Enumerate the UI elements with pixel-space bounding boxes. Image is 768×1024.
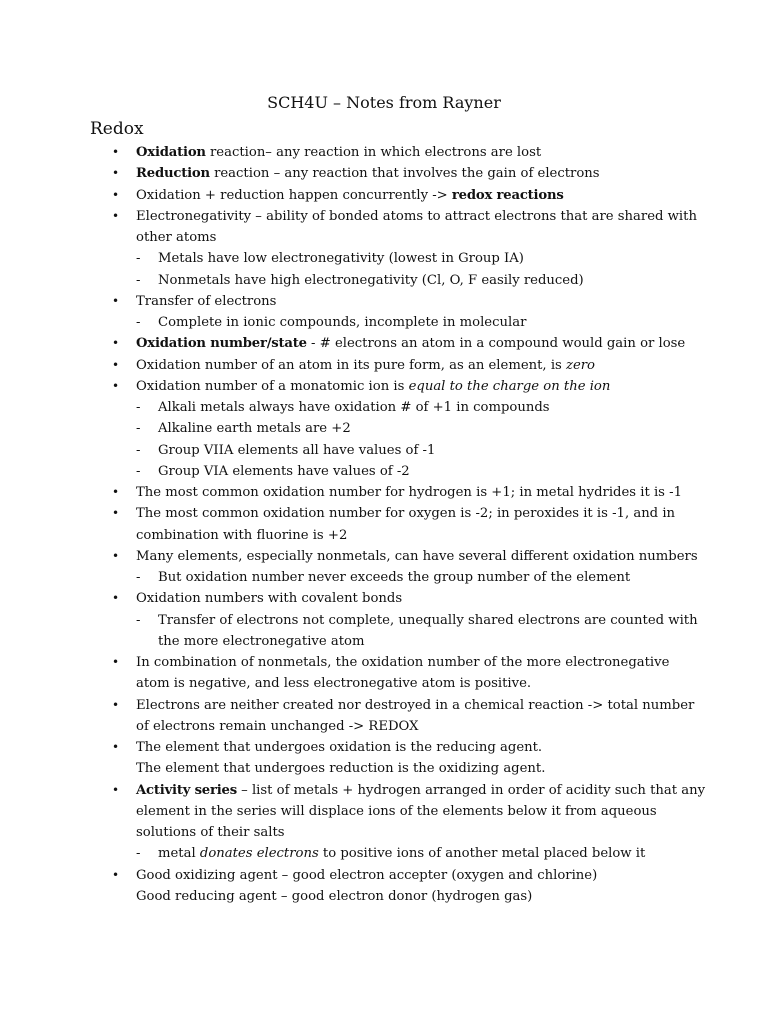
bullet-icon: • bbox=[112, 782, 120, 797]
bullet-icon: • bbox=[112, 357, 120, 372]
item-text: Transfer of electrons bbox=[136, 293, 277, 309]
bullet-item bbox=[0, 142, 768, 163]
continuation-line bbox=[0, 822, 768, 843]
item-text: In combination of nonmetals, the oxidation number of the more electronegative bbox=[136, 655, 670, 670]
sub-item bbox=[0, 418, 768, 439]
continuation-line bbox=[0, 227, 768, 248]
bullet-item bbox=[0, 206, 768, 227]
dash-icon: - bbox=[136, 570, 141, 585]
sub-item bbox=[0, 312, 768, 333]
italic-term: donates electrons bbox=[199, 846, 319, 862]
bullet-icon: • bbox=[112, 166, 120, 181]
bullet-icon: • bbox=[112, 548, 120, 563]
item-text: The most common oxidation number for hydrogen is +1; in metal hydrides it is -1 bbox=[136, 485, 682, 500]
item-text: - # electrons an atom in a compound would gain or lose bbox=[306, 336, 686, 352]
bullet-item bbox=[0, 482, 768, 503]
bold-term: Activity series bbox=[136, 782, 237, 798]
bullet-item bbox=[0, 588, 768, 609]
item-text: Metals have low electronegativity (lowest in Group IA) bbox=[158, 251, 524, 267]
bold-term: Oxidation bbox=[136, 145, 206, 160]
item-text: other atoms bbox=[136, 230, 217, 245]
bullet-icon: • bbox=[112, 867, 120, 882]
continuation-line bbox=[0, 801, 768, 822]
bullet-item bbox=[0, 546, 768, 567]
item-text: The element that undergoes reduction is the oxidizing agent. bbox=[136, 761, 546, 777]
sub-item bbox=[0, 567, 768, 588]
item-text: metal bbox=[158, 846, 200, 862]
sub-item bbox=[0, 440, 768, 461]
item-text: Group VIIA elements all have values of -1 bbox=[158, 442, 436, 458]
bullet-icon: • bbox=[112, 591, 120, 606]
item-text: the more electronegative atom bbox=[158, 633, 365, 649]
item-text: Good oxidizing agent – good electron accepter (oxygen and chlorine) bbox=[136, 867, 598, 883]
bullet-icon: • bbox=[112, 506, 120, 521]
dash-icon: - bbox=[136, 421, 141, 437]
bullet-icon: • bbox=[112, 378, 120, 393]
section-heading: Redox bbox=[90, 119, 144, 139]
italic-term: zero bbox=[566, 357, 595, 373]
item-text: The element that undergoes oxidation is the reducing agent. bbox=[136, 740, 543, 755]
sub-item bbox=[0, 270, 768, 291]
item-text: – list of metals + hydrogen arranged in order of acidity such that any bbox=[236, 782, 706, 798]
dash-icon: - bbox=[136, 272, 141, 288]
bullet-icon: • bbox=[112, 485, 120, 499]
dash-icon: - bbox=[136, 846, 141, 862]
item-text: Oxidation + reduction happen concurrently -> bbox=[136, 187, 452, 203]
item-text: Electrons are neither created nor destroyed in a chemical reaction -> total number bbox=[136, 697, 695, 713]
bullet-item bbox=[0, 865, 768, 886]
item-text: atom is negative, and less electronegative atom is positive. bbox=[136, 676, 532, 692]
bullet-icon: • bbox=[112, 697, 120, 712]
bullet-icon: • bbox=[112, 336, 120, 351]
continuation-line bbox=[0, 525, 768, 546]
bold-term: redox reactions bbox=[451, 187, 564, 203]
item-text: Good reducing agent – good electron donor (hydrogen gas) bbox=[136, 888, 533, 904]
bullet-item bbox=[0, 355, 768, 376]
sub-item bbox=[0, 397, 768, 418]
item-text: combination with fluorine is +2 bbox=[136, 527, 348, 543]
continuation-line bbox=[0, 716, 768, 737]
item-text: reaction– any reaction in which electrons are lost bbox=[205, 145, 542, 160]
page-title: SCH4U – Notes from Rayner bbox=[267, 93, 501, 112]
item-text: Oxidation number of an atom in its pure form, as an element, is bbox=[136, 357, 566, 373]
bullet-icon: • bbox=[112, 740, 120, 754]
item-text: The most common oxidation number for oxygen is -2; in peroxides it is -1, and in bbox=[136, 506, 676, 522]
dash-icon: - bbox=[136, 612, 141, 628]
bullet-item bbox=[0, 737, 768, 758]
bullet-icon: • bbox=[112, 145, 120, 159]
dash-icon: - bbox=[136, 400, 141, 415]
item-text: Group VIA elements have values of -2 bbox=[158, 463, 410, 479]
sub-item bbox=[0, 248, 768, 269]
item-text: element in the series will displace ions of the elements below it from aqueous bbox=[136, 803, 657, 819]
continuation-line bbox=[0, 886, 768, 907]
item-text: Oxidation number of a monatomic ion is bbox=[136, 378, 409, 394]
bullet-icon: • bbox=[112, 187, 120, 202]
dash-icon: - bbox=[136, 251, 141, 267]
bold-term: Reduction bbox=[136, 166, 210, 182]
bullet-icon: • bbox=[112, 293, 120, 308]
continuation-line bbox=[0, 631, 768, 652]
dash-icon: - bbox=[136, 442, 141, 458]
bullet-icon: • bbox=[112, 208, 120, 223]
item-text: of electrons remain unchanged -> REDOX bbox=[136, 718, 419, 734]
bullet-item bbox=[0, 376, 768, 397]
bullet-item bbox=[0, 695, 768, 716]
bold-term: Oxidation number/state bbox=[136, 336, 307, 352]
item-text: Complete in ionic compounds, incomplete in molecular bbox=[158, 315, 527, 330]
notes-list bbox=[0, 142, 768, 907]
sub-item bbox=[0, 461, 768, 482]
bullet-item bbox=[0, 503, 768, 524]
continuation-line bbox=[0, 673, 768, 694]
continuation-line bbox=[0, 758, 768, 779]
item-text: Oxidation numbers with covalent bonds bbox=[136, 591, 403, 607]
dash-icon: - bbox=[136, 315, 141, 330]
bullet-item bbox=[0, 185, 768, 206]
bullet-item bbox=[0, 652, 768, 673]
bullet-item bbox=[0, 333, 768, 354]
item-text: solutions of their salts bbox=[136, 825, 285, 840]
bullet-icon: • bbox=[112, 655, 120, 669]
item-text: Many elements, especially nonmetals, can have several different oxidation numbers bbox=[136, 548, 698, 564]
sub-item bbox=[0, 610, 768, 631]
item-text: Nonmetals have high electronegativity (Cl, O, F easily reduced) bbox=[158, 272, 584, 288]
item-text: to positive ions of another metal placed below it bbox=[318, 846, 646, 862]
sub-item bbox=[0, 843, 768, 864]
item-text: Alkaline earth metals are +2 bbox=[158, 421, 351, 437]
bullet-item bbox=[0, 780, 768, 801]
item-text: But oxidation number never exceeds the group number of the element bbox=[158, 570, 631, 585]
item-text: Transfer of electrons not complete, unequally shared electrons are counted with bbox=[158, 612, 698, 628]
bullet-item bbox=[0, 291, 768, 312]
italic-term: equal to the charge on the ion bbox=[408, 378, 611, 394]
item-text: Electronegativity – ability of bonded atoms to attract electrons that are shared with bbox=[136, 208, 697, 224]
bullet-item bbox=[0, 163, 768, 184]
item-text: Alkali metals always have oxidation # of +1 in compounds bbox=[158, 400, 550, 415]
item-text: reaction – any reaction that involves the gain of electrons bbox=[209, 166, 600, 182]
dash-icon: - bbox=[136, 463, 141, 479]
